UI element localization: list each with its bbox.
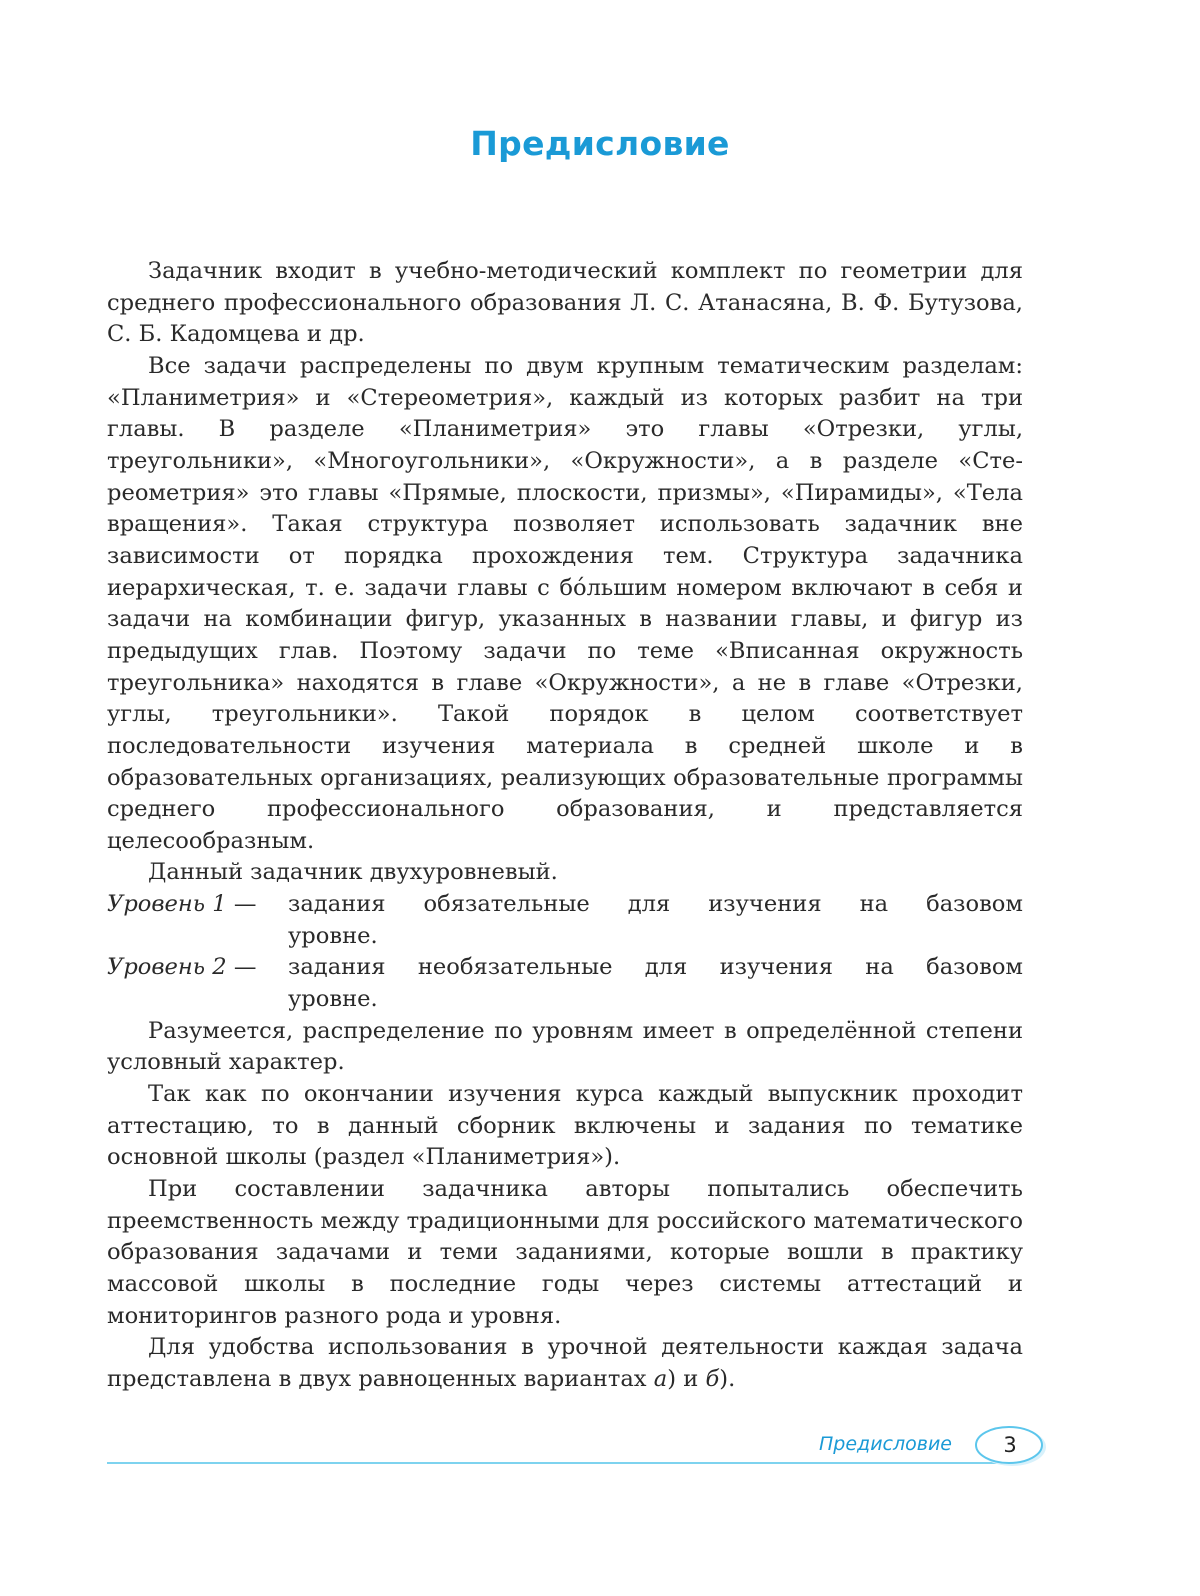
level-name-2: Уровень 2 [107, 954, 227, 981]
level-item-2 [107, 952, 1023, 1015]
level-dash-2: — [226, 954, 257, 981]
paragraph-1: Задачник входит в учебно-методический комплект по геометрии для среднего профессионального образования Л. С. Атанасяна, В. Ф. Бутузова, С. Б. Кадомцева и др. [107, 258, 1023, 348]
level-description-2-line-1: задания необязательные для изучения на базовом [288, 954, 1023, 981]
levels-list [107, 889, 1023, 1016]
footer-rule [107, 1462, 1027, 1464]
level-label-2 [107, 952, 288, 1015]
level-dash-1: — [226, 891, 257, 918]
level-item-1 [107, 889, 1023, 952]
variant-b-label: б [705, 1365, 720, 1392]
variant-a-close: ) и [667, 1365, 706, 1392]
level-description-2 [288, 952, 1023, 1015]
variant-b-close: ). [719, 1365, 736, 1392]
page-number: 3 [1003, 1433, 1017, 1457]
level-name-1: Уровень 1 [107, 891, 227, 918]
level-description-2-line-2: уровне. [288, 986, 378, 1013]
footer-section-label: Предисловие [819, 1433, 952, 1455]
paragraph-2: Все задачи распределены по двум крупным тематическим разделам: «Планиметрия» и «Стереометрия», каждый из которых разбит на три главы. В разделе «Планиметрия» это главы «Отрезки, углы, треугольники», «Многоугольники», «Окружности», а в разделе «Стереометрия» это главы «Прямые, плоскости, призмы», «Пирамиды», «Тела вращения». Такая структура позволяет использовать задачник вне зависимости от порядка прохождения тем. Структура задачника иерархическая, т. е. задачи главы с бо́льшим номером включают в себя и задачи на комбинации фигур, указанных в названии главы, и фигур из предыдущих глав. Поэтому задачи по теме «Вписанная окружность треугольника» находятся в главе «Окружности», а не в главе «Отрезки, углы, треугольники». Такой порядок в целом соответствует последовательности изучения материала в средней школе и в образовательных организациях, реализующих образовательные программы среднего профессионального образования, и представляется целесообразным. [107, 352, 1023, 854]
paragraph-7 [107, 1332, 1023, 1395]
paragraph-7-text: Для удобства использования в урочной деятельности каждая задача представлена в двух равноценных вариантах [107, 1334, 1023, 1392]
page-title: Предисловие [470, 124, 730, 163]
paragraph-6: При составлении задачника авторы попытались обеспечить преемственность между традиционными для российского математического образования задачами и теми заданиями, которые вошли в практику массовой школы в последние годы через системы аттестаций и мониторингов разного рода и уровня. [107, 1176, 1023, 1329]
level-label-1 [107, 889, 288, 952]
paragraph-3: Данный задачник двухуровневый. [148, 859, 558, 886]
preface-body [107, 256, 1023, 1396]
paragraph-4: Разумеется, распределение по уровням имеет в определённой степени условный характер. [107, 1017, 1023, 1076]
level-description-1 [288, 889, 1023, 952]
level-description-1-line-2: уровне. [288, 922, 378, 949]
paragraph-5: Так как по окончании изучения курса каждый выпускник проходит аттестацию, то в данный сборник включены и задания по тематике основной школы (раздел «Планиметрия»). [107, 1081, 1023, 1171]
level-description-1-line-1: задания обязательные для изучения на базовом [288, 891, 1023, 918]
variant-a-label: а [653, 1365, 668, 1392]
